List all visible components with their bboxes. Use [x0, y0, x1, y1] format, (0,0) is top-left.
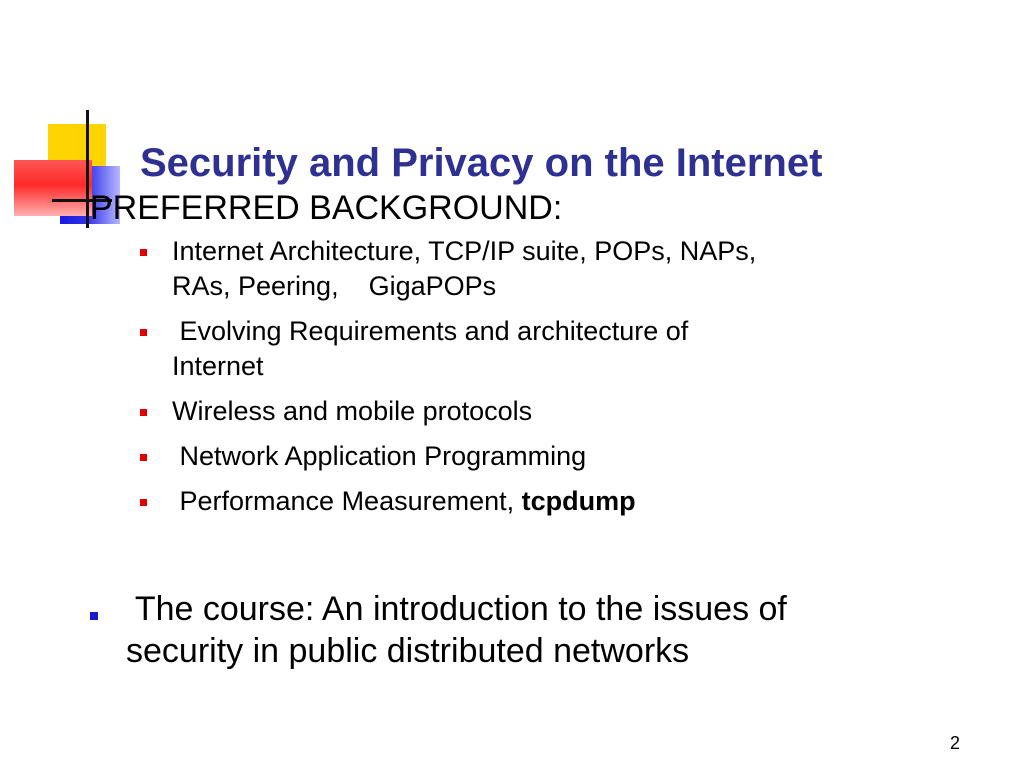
logo-vertical-line: [86, 110, 89, 228]
list-item-text: Wireless and mobile protocols: [172, 396, 533, 426]
slide-title: Security and Privacy on the Internet: [140, 141, 823, 185]
bullet-icon: [140, 249, 147, 256]
course-list: [90, 588, 950, 672]
list-item: [140, 484, 940, 519]
page-number: 2: [950, 733, 961, 753]
list-item: [140, 234, 940, 304]
list-item-text: Evolving Requirements and architecture of: [172, 316, 689, 346]
course-text: The course: An introduction to the issues of: [126, 590, 787, 628]
course-text-cont: security in public distributed networks: [126, 632, 690, 670]
list-item-text: Performance Measurement,: [172, 486, 522, 516]
list-item-text: Network Application Programming: [172, 441, 587, 471]
bullet-icon: [140, 499, 147, 506]
background-list: [140, 234, 940, 529]
bullet-icon: [140, 409, 147, 416]
list-item-text-cont: Internet: [172, 351, 264, 381]
bullet-icon: [90, 612, 98, 620]
list-item: [140, 394, 940, 429]
list-item-text-cont: RAs, Peering, GigaPOPs: [172, 271, 497, 301]
list-item-bold-text: tcpdump: [521, 486, 636, 516]
list-item: [140, 439, 940, 474]
list-item: [90, 588, 950, 672]
bullet-icon: [140, 454, 147, 461]
bullet-icon: [140, 329, 147, 336]
subheading: PREFERRED BACKGROUND:: [90, 189, 563, 227]
list-item: [140, 314, 940, 384]
logo-red-square: [14, 160, 92, 216]
list-item-text: Internet Architecture, TCP/IP suite, POPs, NAPs,: [172, 236, 757, 266]
